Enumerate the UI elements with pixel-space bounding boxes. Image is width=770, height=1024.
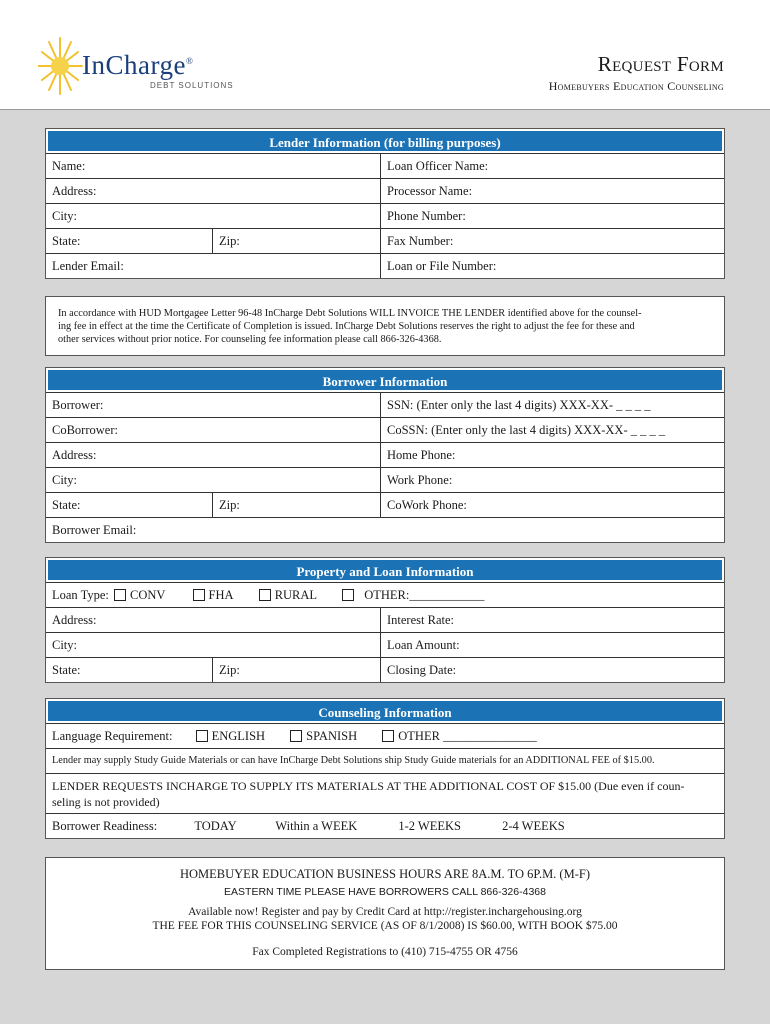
- language-label: Language Requirement:: [52, 729, 173, 743]
- cowork-phone-field[interactable]: CoWork Phone:: [387, 498, 467, 512]
- readiness-group: [46, 814, 724, 838]
- lender-row-name: [46, 153, 724, 178]
- borrower-email-field[interactable]: Borrower Email:: [52, 523, 137, 537]
- conv-option[interactable]: CONV: [114, 583, 165, 607]
- interest-rate-field[interactable]: Interest Rate:: [387, 613, 454, 627]
- materials-request-text[interactable]: LENDER REQUESTS INCHARGE TO SUPPLY ITS MATERIALS AT THE ADDITIONAL COST OF $15.00 (Due even if coun- seling is not provided): [52, 779, 685, 809]
- readiness-2-4-weeks[interactable]: 2-4 WEEKS: [502, 819, 565, 833]
- other-language-option[interactable]: OTHER _______________: [382, 724, 537, 748]
- property-zip-field[interactable]: Zip:: [213, 658, 381, 682]
- loan-number-field[interactable]: Loan or File Number:: [387, 259, 497, 273]
- brand-name: InCharge®: [82, 50, 194, 80]
- business-hours-box: [45, 857, 725, 970]
- readiness-week[interactable]: Within a WEEK: [275, 819, 358, 833]
- lender-state-field[interactable]: State:: [46, 229, 213, 253]
- other-loan-option[interactable]: OTHER:____________: [342, 583, 484, 607]
- fha-checkbox[interactable]: [193, 589, 205, 601]
- spanish-checkbox[interactable]: [290, 730, 302, 742]
- register-line: Available now! Register and pay by Credit Card at http://register.inchargehousing.org: [188, 906, 582, 918]
- borrower-field[interactable]: Borrower:: [46, 393, 381, 417]
- hours-line-1: HOMEBUYER EDUCATION BUSINESS HOURS ARE 8A.M. TO 6P.M. (M-F): [179, 867, 590, 881]
- notice-line-2: ing fee in effect at the time the Certificate of Completion is issued. InCharge Debt Solutions reserves the right to adjust the fee for these and: [58, 321, 635, 332]
- lender-phone-field[interactable]: Phone Number:: [387, 209, 466, 223]
- fha-option[interactable]: FHA: [193, 583, 234, 607]
- borrower-row-email: [46, 517, 724, 542]
- other-loan-checkbox[interactable]: [342, 589, 354, 601]
- other-language-checkbox[interactable]: [382, 730, 394, 742]
- hours-line-2: EASTERN TIME PLEASE HAVE BORROWERS CALL 866-326-4368: [224, 886, 546, 898]
- fee-line: THE FEE FOR THIS COUNSELING SERVICE (AS OF 8/1/2008) IS $60.00, WITH BOOK $75.00: [152, 920, 618, 932]
- form-title: Request Form: [597, 52, 724, 76]
- loan-officer-field[interactable]: Loan Officer Name:: [387, 159, 489, 173]
- rural-checkbox[interactable]: [259, 589, 271, 601]
- loan-type-row: [46, 582, 724, 607]
- language-row: [46, 723, 724, 748]
- lender-address-field[interactable]: Address:: [46, 179, 381, 203]
- study-guide-text: Lender may supply Study Guide Materials or can have InCharge Debt Solutions ship Study Guide materials for an ADDITIONAL FEE of $15.00.: [52, 755, 655, 766]
- lender-email-field[interactable]: Lender Email:: [46, 254, 381, 278]
- rural-option[interactable]: RURAL: [259, 583, 317, 607]
- lender-row-city: [46, 203, 724, 228]
- spanish-option[interactable]: SPANISH: [290, 724, 357, 748]
- borrower-section: [45, 367, 725, 543]
- incharge-logo: [38, 36, 238, 96]
- property-heading: Property and Loan Information: [46, 558, 724, 582]
- work-phone-field[interactable]: Work Phone:: [387, 473, 453, 487]
- readiness-label: Borrower Readiness:: [52, 819, 158, 833]
- counseling-section: [45, 698, 725, 839]
- property-city-field[interactable]: City:: [46, 633, 381, 657]
- english-option[interactable]: ENGLISH: [196, 724, 265, 748]
- lender-row-email: [46, 253, 724, 278]
- home-phone-field[interactable]: Home Phone:: [387, 448, 456, 462]
- lender-city-field[interactable]: City:: [46, 204, 381, 228]
- notice-line-3: other services without prior notice. For counseling fee information please call 866-326-4368.: [58, 334, 442, 345]
- loan-type-label: Loan Type:: [52, 588, 109, 602]
- ssn-field[interactable]: SSN: (Enter only the last 4 digits) XXX-XX- _ _ _ _: [387, 398, 651, 412]
- borrower-row-name: [46, 392, 724, 417]
- study-guide-row: [46, 748, 724, 773]
- lender-row-address: [46, 178, 724, 203]
- borrower-row-state: [46, 492, 724, 517]
- borrower-state-field[interactable]: State:: [46, 493, 213, 517]
- borrower-row-coborrower: [46, 417, 724, 442]
- property-section: [45, 557, 725, 683]
- brand-subtitle: DEBT SOLUTIONS: [150, 81, 234, 90]
- property-address-field[interactable]: Address:: [46, 608, 381, 632]
- readiness-row: [46, 813, 724, 838]
- lender-section: [45, 128, 725, 279]
- loan-type-group: [46, 583, 724, 607]
- property-row-state: [46, 657, 724, 682]
- english-checkbox[interactable]: [196, 730, 208, 742]
- readiness-1-2-weeks[interactable]: 1-2 WEEKS: [398, 819, 461, 833]
- processor-field[interactable]: Processor Name:: [387, 184, 473, 198]
- borrower-zip-field[interactable]: Zip:: [213, 493, 381, 517]
- lender-zip-field[interactable]: Zip:: [213, 229, 381, 253]
- coborrower-field[interactable]: CoBorrower:: [46, 418, 381, 442]
- counseling-heading: Counseling Information: [46, 699, 724, 723]
- language-group: [46, 724, 724, 748]
- loan-amount-field[interactable]: Loan Amount:: [387, 638, 460, 652]
- lender-fax-field[interactable]: Fax Number:: [387, 234, 454, 248]
- materials-request-row: [46, 773, 724, 813]
- lender-name-field[interactable]: Name:: [46, 154, 381, 178]
- notice-line-1: In accordance with HUD Mortgagee Letter 96-48 InCharge Debt Solutions WILL INVOICE THE LENDER identified above for the counsel-: [58, 308, 642, 319]
- lender-row-state: [46, 228, 724, 253]
- property-state-field[interactable]: State:: [46, 658, 213, 682]
- borrower-address-field[interactable]: Address:: [46, 443, 381, 467]
- property-row-address: [46, 607, 724, 632]
- closing-date-field[interactable]: Closing Date:: [387, 663, 457, 677]
- property-row-city: [46, 632, 724, 657]
- hud-notice: [45, 296, 725, 356]
- borrower-row-city: [46, 467, 724, 492]
- readiness-today[interactable]: TODAY: [194, 819, 237, 833]
- cossn-field[interactable]: CoSSN: (Enter only the last 4 digits) XXX-XX- _ _ _ _: [387, 423, 666, 437]
- form-subtitle: Homebuyers Education Counseling: [548, 79, 724, 93]
- conv-checkbox[interactable]: [114, 589, 126, 601]
- borrower-heading: Borrower Information: [46, 368, 724, 392]
- lender-heading: Lender Information (for billing purposes): [46, 129, 724, 153]
- borrower-row-address: [46, 442, 724, 467]
- borrower-city-field[interactable]: City:: [46, 468, 381, 492]
- fax-line: Fax Completed Registrations to (410) 715-4755 OR 4756: [252, 946, 518, 958]
- page-header: [0, 0, 770, 110]
